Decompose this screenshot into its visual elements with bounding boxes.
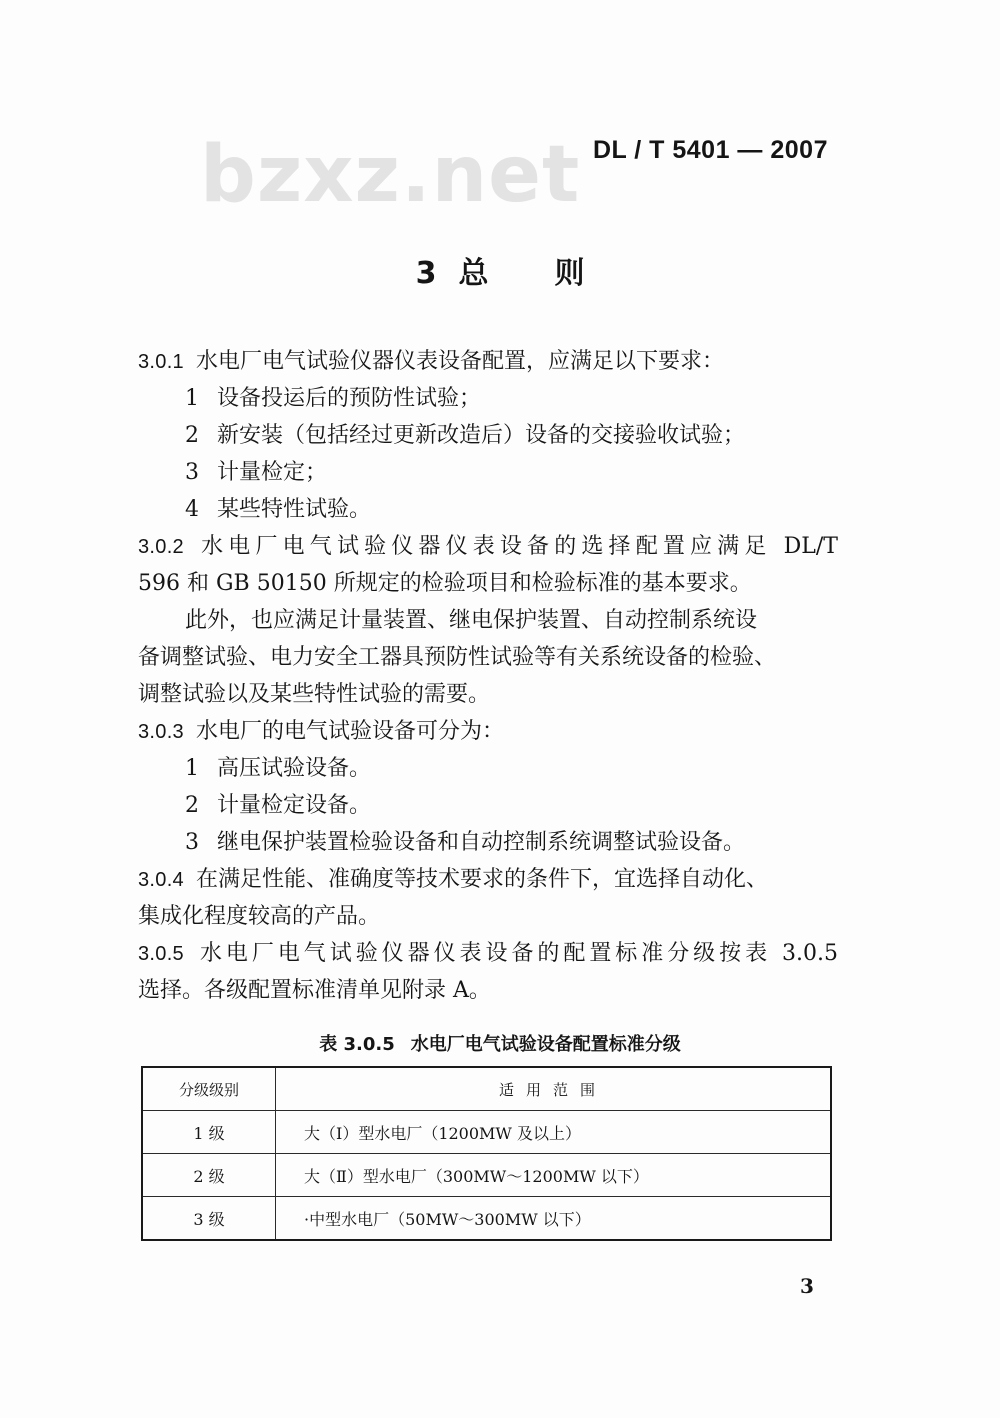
item-number: 3 [185,460,199,485]
chapter-title-2: 则 [554,256,585,291]
table-row [142,1111,831,1154]
paragraph-line: 备调整试验、电力安全工器具预防性试验等有关系统设备的检验、 [138,645,777,670]
clause-text: 水电厂电气试验仪器仪表设备配置，应满足以下要求： [195,349,724,374]
clause-number: 3.0.1 [138,351,184,373]
paragraph-line: 此外，也应满足计量装置、继电保护装置、自动控制系统设 [185,608,758,633]
document-code: DL / T 5401 — 2007 [592,136,828,164]
clause-3-0-5 [138,936,838,972]
clause-text: 在满足性能、准确度等技术要求的条件下，宜选择自动化、 [195,867,768,892]
item-text: 继电保护装置检验设备和自动控制系统调整试验设备。 [217,830,746,855]
table-caption-text: 水电厂电气试验设备配置标准分级 [410,1034,681,1055]
table-row [142,1154,831,1197]
item-text: 新安装（包括经过更新改造后）设备的交接验收试验； [217,423,746,448]
clause-text: 水电厂电气试验仪器仪表设备的配置标准分级按表 3.0.5 [195,941,838,966]
grade-table [141,1066,832,1241]
clause-text: 水电厂的电气试验设备可分为： [195,719,504,744]
item-number: 1 [185,386,199,411]
table-cell: 1 级 [142,1111,276,1154]
table-cell: 大（Ⅱ）型水电厂（300MW～1200MW 以下） [276,1154,832,1197]
item-number: 2 [185,793,199,818]
list-item [185,381,885,417]
clause-number: 3.0.5 [138,943,184,965]
table-row [142,1197,831,1241]
table-caption [0,1030,1000,1056]
item-number: 4 [185,497,199,522]
chapter-number: 3 [415,256,437,291]
item-text: 高压试验设备。 [217,756,372,781]
list-item [185,751,885,787]
paragraph-line: 596 和 GB 50150 所规定的检验项目和检验标准的基本要求。 [138,571,752,596]
table-caption-number: 表 3.0.5 [319,1034,395,1055]
clause-number: 3.0.2 [138,536,184,558]
clause-3-0-4 [138,862,838,898]
item-text: 某些特性试验。 [217,497,372,522]
table-header-row [142,1067,831,1111]
item-text: 设备投运后的预防性试验； [217,386,482,411]
clause-number: 3.0.3 [138,721,184,743]
list-item [185,455,885,491]
table-cell: 2 级 [142,1154,276,1197]
table-cell: 大（Ⅰ）型水电厂（1200MW 及以上） [276,1111,832,1154]
item-text: 计量检定设备。 [217,793,372,818]
table-header: 适用范围 [276,1067,832,1111]
item-number: 2 [185,423,199,448]
table-header: 分级级别 [142,1067,276,1111]
watermark: bzxz.net [200,130,581,220]
clause-text: 水电厂电气试验仪器仪表设备的选择配置应满足 DL/T [195,534,838,559]
list-item [185,492,885,528]
list-item [185,825,885,861]
paragraph-line: 选择。各级配置标准清单见附录 A。 [138,978,491,1003]
item-number: 1 [185,756,199,781]
paragraph-line: 调整试验以及某些特性试验的需要。 [138,682,491,707]
item-number: 3 [185,830,199,855]
clause-3-0-3 [138,714,838,750]
list-item [185,788,885,824]
paragraph-line: 集成化程度较高的产品。 [138,904,381,929]
item-text: 计量检定； [217,460,328,485]
table-cell: ·中型水电厂（50MW～300MW 以下） [276,1197,832,1241]
chapter-heading [0,248,1000,292]
list-item [185,418,885,454]
clause-3-0-2 [138,529,838,565]
page-number: 3 [800,1274,814,1298]
clause-3-0-1 [138,344,838,380]
clause-number: 3.0.4 [138,869,184,891]
chapter-title-1: 总 [458,256,489,291]
table-cell: 3 级 [142,1197,276,1241]
